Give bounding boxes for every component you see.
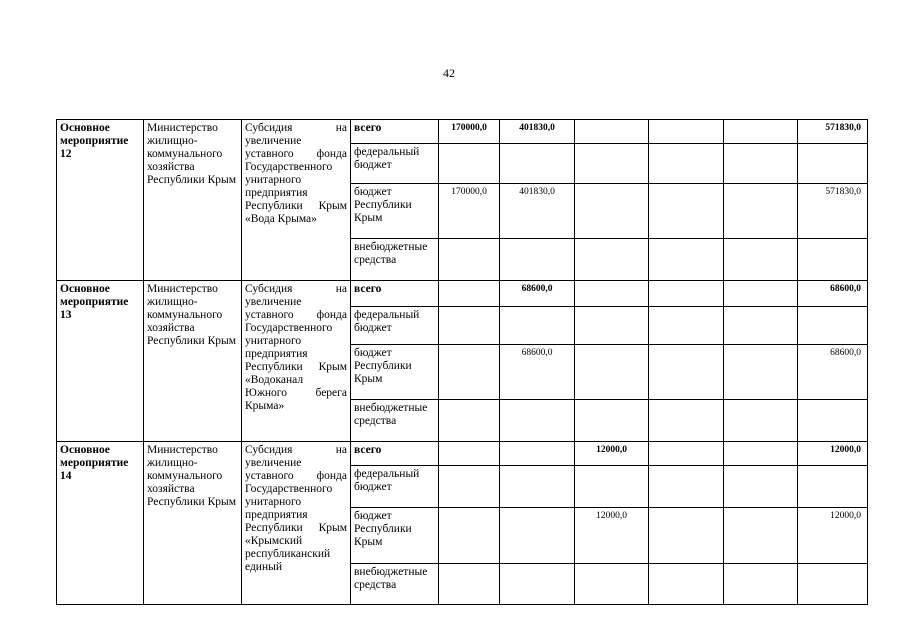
table-row xyxy=(57,281,868,307)
amount-cell-y2016 xyxy=(439,239,500,281)
table-row xyxy=(57,120,868,144)
amount-cell-y2018 xyxy=(575,345,649,400)
amount-cell-y2019 xyxy=(649,184,724,239)
funding-source: бюджет Республики Крым xyxy=(351,345,439,400)
amount-cell-y2018 xyxy=(575,400,649,442)
amount-cell-y2019 xyxy=(649,239,724,281)
amount-cell-y2017 xyxy=(500,239,575,281)
total-amount-cell xyxy=(798,400,868,442)
funding-source: федеральный бюджет xyxy=(351,466,439,508)
amount-cell-y2020 xyxy=(724,400,798,442)
total-amount-cell xyxy=(798,466,868,508)
amount-cell-y2018 xyxy=(575,239,649,281)
amount-cell-y2017 xyxy=(500,442,575,466)
amount-cell-y2020 xyxy=(724,239,798,281)
amount-cell-y2018 xyxy=(575,564,649,605)
amount-cell-y2018 xyxy=(575,120,649,144)
amount-cell-y2018 xyxy=(575,307,649,345)
amount-cell-y2016 xyxy=(439,442,500,466)
total-amount-cell: 12000,0 xyxy=(798,508,868,564)
amount-cell-y2016 xyxy=(439,400,500,442)
total-amount-cell xyxy=(798,564,868,605)
amount-cell-y2019 xyxy=(649,466,724,508)
amount-cell-y2017: 68600,0 xyxy=(500,281,575,307)
measure-description: Субсидия на увеличение уставного фонда Государственного унитарного предприятия Республики Крым «Вода Крыма» xyxy=(242,120,351,281)
amount-cell-y2019 xyxy=(649,400,724,442)
measure-description: Субсидия на увеличение уставного фонда Государственного унитарного предприятия Республики Крым «Крымский республиканский единый xyxy=(242,442,351,605)
amount-cell-y2019 xyxy=(649,144,724,184)
page-number: 42 xyxy=(443,66,455,80)
amount-cell-y2017: 401830,0 xyxy=(500,120,575,144)
amount-cell-y2016 xyxy=(439,508,500,564)
amount-cell-y2016 xyxy=(439,281,500,307)
amount-cell-y2020 xyxy=(724,442,798,466)
measure-description: Субсидия на увеличение уставного фонда Государственного унитарного предприятия Республики Крым «Водоканал Южного берега Крыма» xyxy=(242,281,351,442)
amount-cell-y2016 xyxy=(439,466,500,508)
amount-cell-y2017 xyxy=(500,466,575,508)
funding-source: федеральный бюджет xyxy=(351,144,439,184)
funding-source: внебюджетные средства xyxy=(351,564,439,605)
amount-cell-y2016: 170000,0 xyxy=(439,184,500,239)
responsible-ministry: Министерство жилищно-коммунального хозяйства Республики Крым xyxy=(144,442,242,605)
measure-name: Основное мероприятие 14 xyxy=(57,442,144,605)
amount-cell-y2020 xyxy=(724,144,798,184)
amount-cell-y2020 xyxy=(724,564,798,605)
total-amount-cell: 68600,0 xyxy=(798,281,868,307)
total-amount-cell xyxy=(798,144,868,184)
amount-cell-y2016: 170000,0 xyxy=(439,120,500,144)
amount-cell-y2017 xyxy=(500,564,575,605)
amount-cell-y2017: 401830,0 xyxy=(500,184,575,239)
budget-table xyxy=(56,119,868,605)
amount-cell-y2019 xyxy=(649,564,724,605)
amount-cell-y2017 xyxy=(500,508,575,564)
amount-cell-y2019 xyxy=(649,281,724,307)
amount-cell-y2017 xyxy=(500,400,575,442)
total-amount-cell: 571830,0 xyxy=(798,120,868,144)
total-amount-cell xyxy=(798,239,868,281)
amount-cell-y2020 xyxy=(724,466,798,508)
funding-source: внебюджетные средства xyxy=(351,400,439,442)
funding-source: внебюджетные средства xyxy=(351,239,439,281)
funding-source: всего xyxy=(351,120,439,144)
amount-cell-y2019 xyxy=(649,345,724,400)
amount-cell-y2019 xyxy=(649,120,724,144)
measure-name: Основное мероприятие 12 xyxy=(57,120,144,281)
responsible-ministry: Министерство жилищно-коммунального хозяйства Республики Крым xyxy=(144,120,242,281)
amount-cell-y2018 xyxy=(575,184,649,239)
amount-cell-y2016 xyxy=(439,564,500,605)
funding-source: бюджет Республики Крым xyxy=(351,508,439,564)
amount-cell-y2016 xyxy=(439,345,500,400)
amount-cell-y2018: 12000,0 xyxy=(575,442,649,466)
amount-cell-y2019 xyxy=(649,508,724,564)
funding-source: федеральный бюджет xyxy=(351,307,439,345)
amount-cell-y2017: 68600,0 xyxy=(500,345,575,400)
amount-cell-y2018: 12000,0 xyxy=(575,508,649,564)
amount-cell-y2020 xyxy=(724,281,798,307)
amount-cell-y2018 xyxy=(575,466,649,508)
amount-cell-y2020 xyxy=(724,120,798,144)
amount-cell-y2020 xyxy=(724,184,798,239)
funding-source: всего xyxy=(351,442,439,466)
amount-cell-y2019 xyxy=(649,307,724,345)
measure-name: Основное мероприятие 13 xyxy=(57,281,144,442)
amount-cell-y2020 xyxy=(724,345,798,400)
amount-cell-y2018 xyxy=(575,144,649,184)
funding-source: всего xyxy=(351,281,439,307)
total-amount-cell: 12000,0 xyxy=(798,442,868,466)
amount-cell-y2018 xyxy=(575,281,649,307)
amount-cell-y2017 xyxy=(500,307,575,345)
funding-source: бюджет Республики Крым xyxy=(351,184,439,239)
amount-cell-y2020 xyxy=(724,307,798,345)
responsible-ministry: Министерство жилищно-коммунального хозяйства Республики Крым xyxy=(144,281,242,442)
total-amount-cell xyxy=(798,307,868,345)
table-row xyxy=(57,442,868,466)
budget-table-body xyxy=(57,120,868,605)
amount-cell-y2019 xyxy=(649,442,724,466)
amount-cell-y2016 xyxy=(439,144,500,184)
amount-cell-y2020 xyxy=(724,508,798,564)
amount-cell-y2016 xyxy=(439,307,500,345)
total-amount-cell: 571830,0 xyxy=(798,184,868,239)
total-amount-cell: 68600,0 xyxy=(798,345,868,400)
amount-cell-y2017 xyxy=(500,144,575,184)
